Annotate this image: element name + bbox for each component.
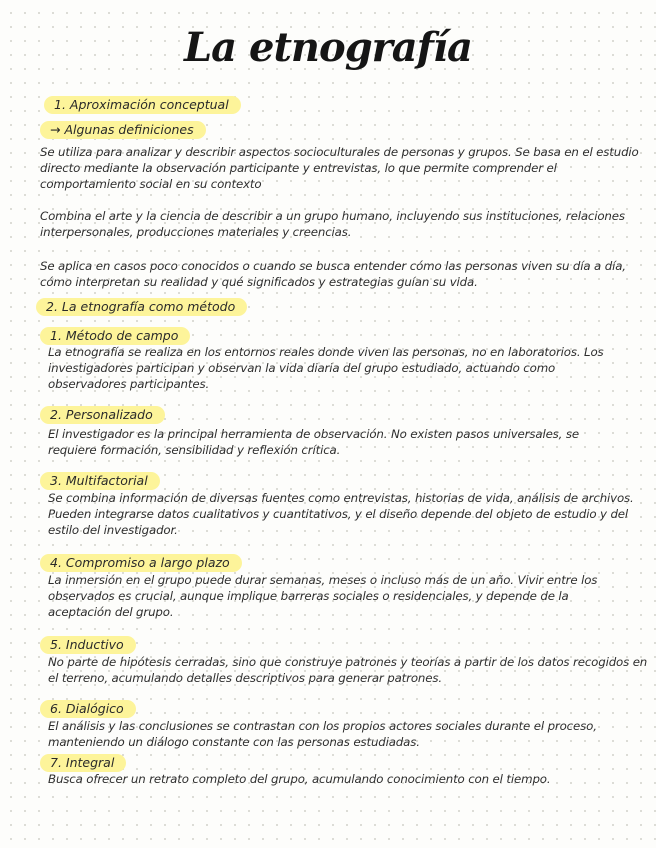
definition-paragraph-1: Se utiliza para analizar y describir aspectos socioculturales de personas y grupos. Se basa en el estudio directo mediante la observación participante y entrevistas, lo que permite comprender el comportamiento social en su contexto bbox=[40, 145, 639, 191]
item-text-6: El análisis y las conclusiones se contrastan con los propios actores sociales durante el proceso, manteniendo un diálogo constante con las personas estudiadas. bbox=[48, 719, 597, 749]
item-label-5: 5. Inductivo bbox=[40, 636, 136, 654]
item-text-4: La inmersión en el grupo puede durar semanas, meses o incluso más de un año. Vivir entre los observados es crucial, aunque implique barreras sociales o residenciales, y depende de la aceptación del grupo. bbox=[48, 573, 598, 619]
item-label-3: 3. Multifactorial bbox=[40, 472, 160, 490]
item-text-5: No parte de hipótesis cerradas, sino que construye patrones y teorías a partir de los datos recogidos en el terreno, acumulando detalles descriptivos para generar patrones. bbox=[48, 655, 648, 685]
section-heading-method: 2. La etnografía como método bbox=[36, 298, 247, 316]
item-label-4: 4. Compromiso a largo plazo bbox=[40, 554, 242, 572]
definition-paragraph-3: Se aplica en casos poco conocidos o cuando se busca entender cómo las personas viven su día a día, cómo interpretan su realidad y qué significados y estrategias guían su vida. bbox=[40, 259, 626, 289]
item-text-7: Busca ofrecer un retrato completo del grupo, acumulando conocimiento con el tiempo. bbox=[48, 772, 551, 786]
item-label-2: 2. Personalizado bbox=[40, 406, 165, 424]
item-label-7: 7. Integral bbox=[40, 754, 126, 772]
item-label-6: 6. Dialógico bbox=[40, 700, 136, 718]
item-label-1: 1. Método de campo bbox=[40, 327, 190, 345]
page-title: La etnografía bbox=[184, 24, 472, 71]
item-text-1: La etnografía se realiza en los entornos reales donde viven las personas, no en laboratorios. Los investigadores participan y observan la vida diaria del grupo estudiado, actuando como observadores participantes. bbox=[48, 345, 604, 391]
item-text-3: Se combina información de diversas fuentes como entrevistas, historias de vida, análisis de archivos. Pueden integrarse datos cualitativos y cuantitativos, y el diseño depende del objeto de estudio y del estilo del investigador. bbox=[48, 491, 634, 537]
definition-paragraph-2: Combina el arte y la ciencia de describir a un grupo humano, incluyendo sus instituciones, relaciones interpersonales, producciones materiales y creencias. bbox=[40, 209, 625, 239]
item-text-2: El investigador es la principal herramienta de observación. No existen pasos universales, se requiere formación, sensibilidad y reflexión crítica. bbox=[48, 427, 579, 457]
subheading-definitions: → Algunas definiciones bbox=[40, 121, 206, 139]
section-heading-conceptual: 1. Aproximación conceptual bbox=[44, 96, 241, 114]
